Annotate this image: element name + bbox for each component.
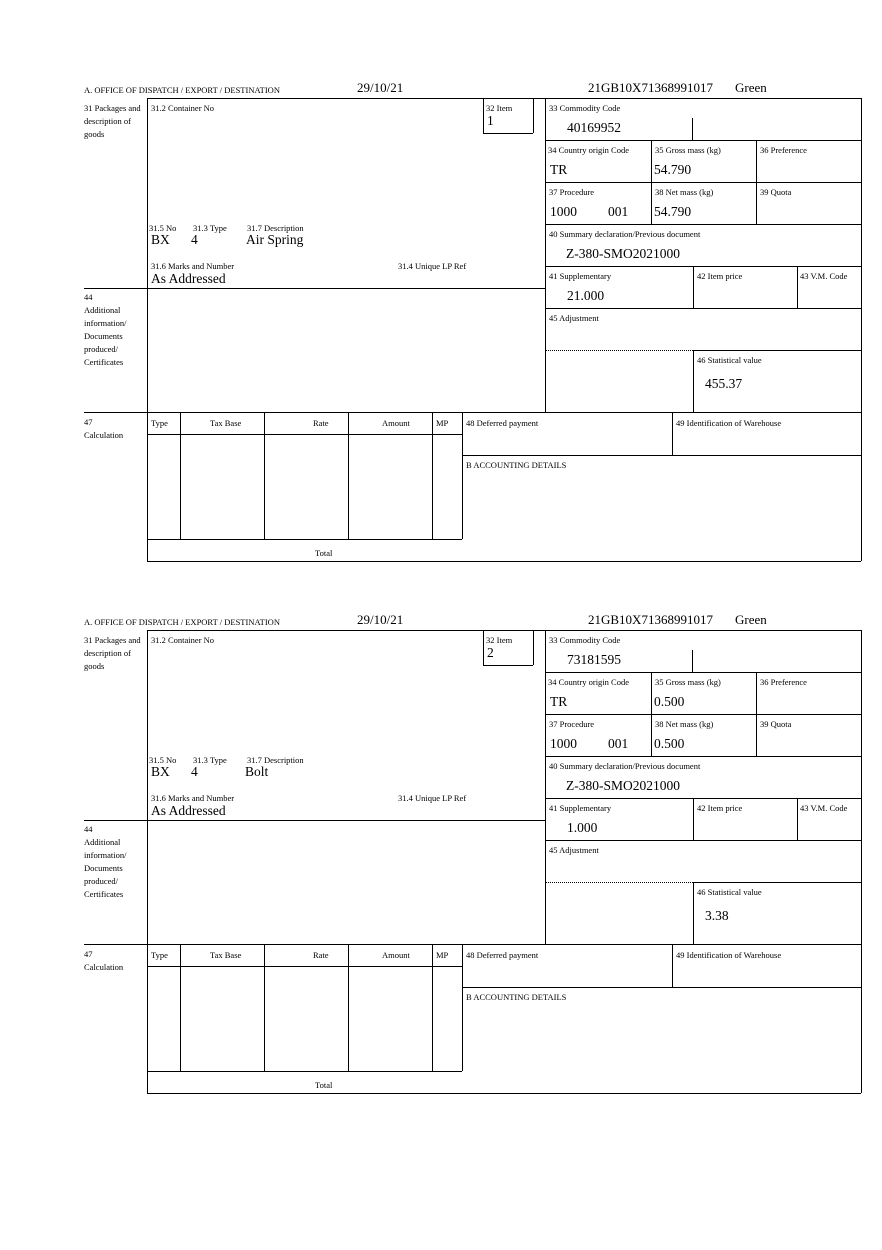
marks-label: 31.6 Marks and Number <box>151 793 235 803</box>
country-origin-label: 34 Country origin Code <box>548 677 629 687</box>
vm-code-label: 43 V.M. Code <box>800 803 848 813</box>
commodity-value: 40169952 <box>567 120 621 135</box>
supplementary-label: 41 Supplementary <box>549 271 612 281</box>
item-value: 2 <box>487 645 494 660</box>
container-label: 31.2 Container No <box>151 103 215 113</box>
col-amount-header: Amount <box>382 950 410 960</box>
package-description-value: Bolt <box>245 764 269 779</box>
col-type-header: Type <box>151 950 168 960</box>
marks-value: As Addressed <box>151 803 226 818</box>
col-taxbase-header: Tax Base <box>210 418 242 428</box>
preference-label: 36 Preference <box>760 145 807 155</box>
commodity-value: 73181595 <box>567 652 621 667</box>
supplementary-value: 1.000 <box>567 820 598 835</box>
summary-declaration-label: 40 Summary declaration/Previous document <box>549 229 701 239</box>
procedure-code-value: 001 <box>608 736 629 751</box>
gross-mass-label: 35 Gross mass (kg) <box>655 677 721 687</box>
total-label: Total <box>315 1080 333 1090</box>
package-description-label: 31.7 Description <box>247 755 304 765</box>
form-date: 29/10/21 <box>357 612 404 627</box>
package-type-value: 4 <box>191 232 198 247</box>
item-price-label: 42 Item price <box>697 271 743 281</box>
col-type-header: Type <box>151 418 168 428</box>
net-mass-label: 38 Net mass (kg) <box>655 719 714 729</box>
total-label: Total <box>315 548 333 558</box>
procedure-code-value: 001 <box>608 204 629 219</box>
package-description-value: Air Spring <box>246 232 304 247</box>
col-mp-header: MP <box>436 950 449 960</box>
item-label: 32 Item <box>486 635 513 645</box>
packages-description-label: 31 Packages and description of goods <box>84 635 141 671</box>
gross-mass-label: 35 Gross mass (kg) <box>655 145 721 155</box>
package-type-label: 31.3 Type <box>193 223 227 233</box>
quota-label: 39 Quota <box>760 719 792 729</box>
warehouse-label: 49 Identification of Warehouse <box>676 418 782 428</box>
col-amount-header: Amount <box>382 418 410 428</box>
form-reference: 21GB10X71368991017 <box>588 612 713 627</box>
warehouse-label: 49 Identification of Warehouse <box>676 950 782 960</box>
col-taxbase-header: Tax Base <box>210 950 242 960</box>
item-price-label: 42 Item price <box>697 803 743 813</box>
office-label: A. OFFICE OF DISPATCH / EXPORT / DESTINATION <box>84 85 280 95</box>
calculation-label: Calculation <box>84 962 124 972</box>
commodity-label: 33 Commodity Code <box>549 103 621 113</box>
country-origin-value: TR <box>550 162 568 177</box>
net-mass-value: 0.500 <box>654 736 685 751</box>
procedure-value: 1000 <box>550 736 577 751</box>
gross-mass-value: 0.500 <box>654 694 685 709</box>
deferred-payment-label: 48 Deferred payment <box>466 950 539 960</box>
deferred-payment-label: 48 Deferred payment <box>466 418 539 428</box>
item-value: 1 <box>487 113 494 128</box>
country-origin-label: 34 Country origin Code <box>548 145 629 155</box>
form-date: 29/10/21 <box>357 80 404 95</box>
statistical-value: 455.37 <box>705 376 743 391</box>
calculation-label: Calculation <box>84 430 124 440</box>
package-no-value: BX <box>151 764 170 779</box>
calculation-number-label: 47 <box>84 949 93 959</box>
marks-label: 31.6 Marks and Number <box>151 261 235 271</box>
calculation-number-label: 47 <box>84 417 93 427</box>
statistical-value: 3.38 <box>705 908 729 923</box>
unique-lp-label: 31.4 Unique LP Ref <box>398 793 467 803</box>
form-route: Green <box>735 80 767 95</box>
procedure-label: 37 Procedure <box>549 187 595 197</box>
declaration-form-item-1 <box>0 80 882 580</box>
gross-mass-value: 54.790 <box>654 162 692 177</box>
net-mass-value: 54.790 <box>654 204 692 219</box>
summary-declaration-value: Z-380-SMO2021000 <box>566 778 680 793</box>
additional-number-label: 44 <box>84 824 93 834</box>
supplementary-label: 41 Supplementary <box>549 803 612 813</box>
accounting-details-label: B ACCOUNTING DETAILS <box>466 992 567 1002</box>
vm-code-label: 43 V.M. Code <box>800 271 848 281</box>
col-rate-header: Rate <box>313 950 329 960</box>
col-rate-header: Rate <box>313 418 329 428</box>
quota-label: 39 Quota <box>760 187 792 197</box>
office-label: A. OFFICE OF DISPATCH / EXPORT / DESTINATION <box>84 617 280 627</box>
supplementary-value: 21.000 <box>567 288 605 303</box>
packages-description-label: 31 Packages and description of goods <box>84 103 141 139</box>
additional-info-label: Additional information/ Documents produced/ Certificates <box>84 837 127 899</box>
statistical-label: 46 Statistical value <box>697 355 762 365</box>
additional-info-label: Additional information/ Documents produced/ Certificates <box>84 305 127 367</box>
marks-value: As Addressed <box>151 271 226 286</box>
procedure-label: 37 Procedure <box>549 719 595 729</box>
declaration-form-item-2 <box>0 612 882 1112</box>
package-description-label: 31.7 Description <box>247 223 304 233</box>
package-type-label: 31.3 Type <box>193 755 227 765</box>
adjustment-label: 45 Adjustment <box>549 845 599 855</box>
item-label: 32 Item <box>486 103 513 113</box>
package-no-label: 31.5 No <box>149 223 177 233</box>
commodity-label: 33 Commodity Code <box>549 635 621 645</box>
additional-number-label: 44 <box>84 292 93 302</box>
unique-lp-label: 31.4 Unique LP Ref <box>398 261 467 271</box>
accounting-details-label: B ACCOUNTING DETAILS <box>466 460 567 470</box>
country-origin-value: TR <box>550 694 568 709</box>
package-no-label: 31.5 No <box>149 755 177 765</box>
form-route: Green <box>735 612 767 627</box>
package-type-value: 4 <box>191 764 198 779</box>
summary-declaration-label: 40 Summary declaration/Previous document <box>549 761 701 771</box>
summary-declaration-value: Z-380-SMO2021000 <box>566 246 680 261</box>
statistical-label: 46 Statistical value <box>697 887 762 897</box>
procedure-value: 1000 <box>550 204 577 219</box>
adjustment-label: 45 Adjustment <box>549 313 599 323</box>
container-label: 31.2 Container No <box>151 635 215 645</box>
net-mass-label: 38 Net mass (kg) <box>655 187 714 197</box>
package-no-value: BX <box>151 232 170 247</box>
form-reference: 21GB10X71368991017 <box>588 80 713 95</box>
preference-label: 36 Preference <box>760 677 807 687</box>
col-mp-header: MP <box>436 418 449 428</box>
